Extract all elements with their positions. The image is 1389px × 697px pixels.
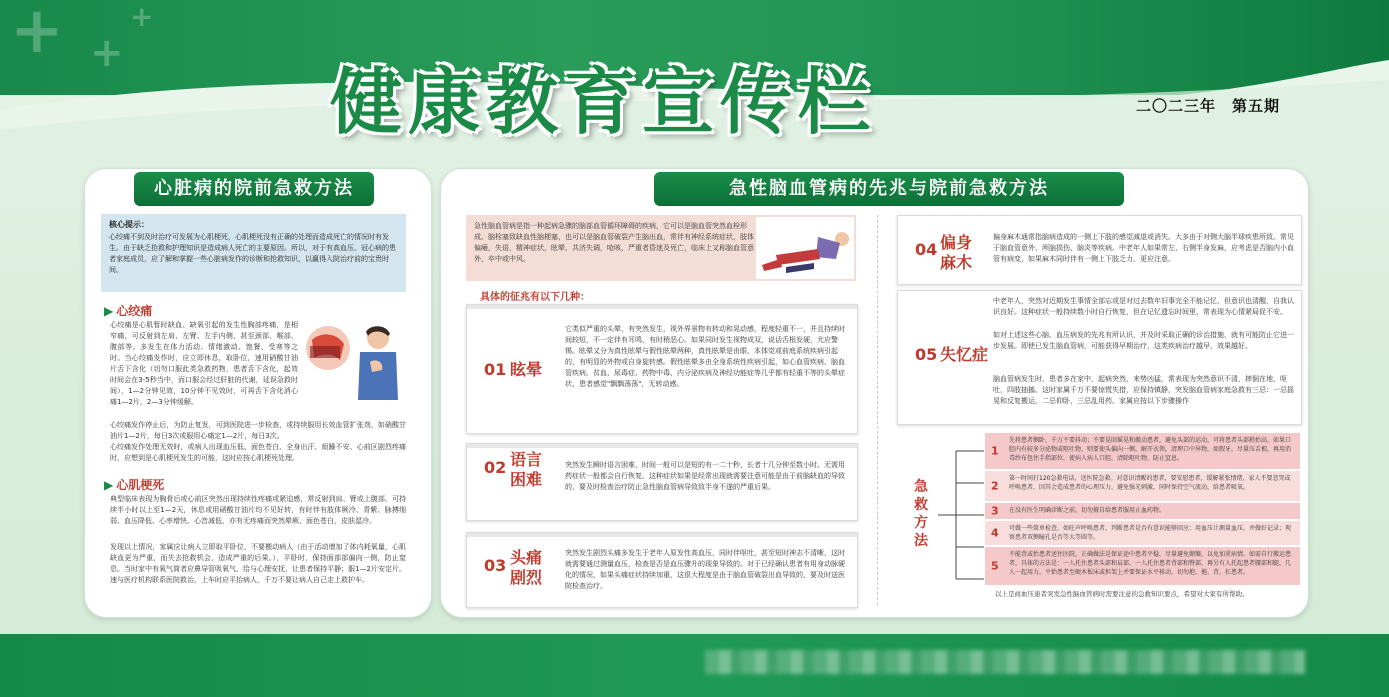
page-title: 健康教育宣传栏 [330, 60, 877, 144]
first-aid-step [985, 547, 1300, 585]
symptom-number: 04 [915, 240, 938, 259]
symptom-number: 02 [484, 458, 507, 477]
symptom-name: 眩晕 [510, 360, 543, 379]
mi-heading-wrap [104, 476, 164, 493]
symptom-number: 05 [915, 345, 938, 364]
symptom-name: 失忆症 [940, 345, 989, 364]
symptom-text: 它类似严重的头晕，有突然发生，视外界景物有转动和晃动感，程度轻重不一，并且持续时间较短，不一定伴有耳鸣，有时稍恶心。如果同时发生视物成双，说话舌根发硬，尤应警惕。眩晕又分为真性眩晕与假性眩晕两种，真性眩晕是由眼、本体觉或前庭系统疾病引起的，有明显的外物或自身旋转感。假性眩晕多由全身系统性疾病引起，如心血管疾病、脑血管疾病、贫血、尿毒症、药物中毒、内分泌疾病及神经功能症等几乎都有轻重不等的头晕症状，患者感觉"飘飘荡荡"，无转动感。 [565, 325, 845, 388]
angina-text-2: 心绞痛发作停止后，为防止复发，可到医院进一步检查，或持续服用长效血管扩张剂，如硝酸甘油片1—2片，每日3次或服用心痛定1—2片，每日3次。 [110, 421, 406, 440]
symptom-name: 头痛剧烈 [510, 548, 543, 587]
arrow-icon: ▶ [104, 304, 114, 318]
panel-divider [877, 215, 878, 605]
angina-text-1: 心绞痛是心肌暂时缺血、缺氧引起的发生性胸部疼痛，是相窄痛，可反射到左肩、左臂、左手内侧，甚至颈部、喉部、腹部等。多发生在体力活动、情绪激动、饱餐、受寒等之时。当心绞痛发作时，应立即休息，取卧位，速用硝酸甘油片舌下含化（切勿口服此类急救药物，患者舌下含化，起效时间会在3-5秒当中，而口服会经过肝脏的代谢，延误急救时间），1—2分钟见效，10分钟不见效时，可再舌下含化消心痛1—2片，2—3分钟缓解。 [110, 321, 298, 406]
footer-note: 以上是商血压患者突发急性脑血管病时需要注意的急救知识要点，希望对大家有所帮助。 [995, 590, 1249, 598]
first-aid-step [985, 433, 1300, 469]
mi-text-1: 典型临床表现为胸骨后或心前区突然出现持续性疼痛或紧迫感，常反射到肩、臂或上腹部，可持续半小时以上至1—2天，休息或用硝酸甘油片均不见好转，有时伴有肢体厥冷、青紫、脉搏细弱、血压降低、心率增快、心音减低，亦有无疼痛而突然晕厥、面色苍白，皮肤湿冷。 [110, 495, 406, 525]
symptom-name: 语言困难 [510, 450, 543, 489]
tip-text: 心绞痛不到及时治疗可发展为心肌梗死，心肌梗死没有正确的处理而造成死亡的情况时有发生。由于缺乏抢救和护理知识是造成病人死亡的主要原因。所以，对于有高血压、冠心病的患者家庭成员，应了解和掌握一些心脏病发作的诊断和抢救知识，以赢得入院治疗前的宝贵时间。 [109, 233, 396, 274]
step-text: 第一时间打120急救电话，送医院急救。对意识清醒的患者，要安慰患者，缓解紧张情绪，家人不要悲哭或呼唤患者，因其会造成患者的心理压力。避免强光刺激，同时保持空气流动，给患者吸氧。 [1009, 475, 1291, 491]
step-text: 在没有医生明确诊断之前，切勿擅自给患者服用止血药物。 [1009, 507, 1166, 514]
symptom-number: 03 [484, 556, 507, 575]
card-stripe [467, 444, 857, 448]
step-text: 可做一些简单检查，如旺声呼唤患者，判断患者是否有意识能够回应；用血压计测量血压，并做好记录；观察患者双侧瞳孔是否等大等圆等。 [1009, 525, 1292, 541]
amnesia-text-2: 如对上述这些心脑、血压病发的先兆有所认识，并及时采取正确的诊治措施，就有可能防止它进一步发展。即使已发生脑血管病，可能获得早期治疗，这类疾病治疗越早，效果越好。 [993, 331, 1294, 350]
first-aid-step [985, 471, 1300, 501]
angina-text-3: 心绞痛发作处理无效时，或病人出现血压低、面色苍白、全身出汗、烦躁不安、心前区剧烈疼痛时，应想到是心肌梗死发生的可能，这时应按心肌梗死处理。 [110, 443, 406, 462]
core-tip-box [101, 214, 406, 292]
stroke-panel-title: 急性脑血管病的先兆与院前急救方法 [654, 172, 1124, 206]
step-number: 2 [991, 479, 999, 493]
card-stripe [467, 305, 857, 309]
step-number: 5 [991, 559, 999, 573]
heart-panel-title: 心脏病的院前急救方法 [134, 172, 374, 206]
cross-icon: + [90, 30, 124, 76]
symptom-name: 偏身麻木 [940, 233, 973, 272]
symptom-text: 突然发生剧烈头痛多发生于老年人原发性高血压，同时伴呕吐，甚至短时神志不清晰，这时就需要通过测量血压，检查是否是血压骤升的现象导致的。对于已经确认患者有用身动脉硬化的情况，如果头痛症状持续加重，这很大程度是由于脑血管破裂出血导致的，要及时送医院检查治疗。 [565, 549, 845, 590]
first-aid-step [985, 503, 1300, 519]
angina-heading-wrap [104, 302, 152, 319]
steps-bracket [938, 445, 986, 585]
step-number: 1 [991, 444, 999, 458]
chest-pain-illustration-icon [300, 318, 400, 400]
step-number: 3 [991, 504, 999, 518]
fallen-patient-illustration-icon [756, 217, 854, 279]
symptom-text: 偏身麻木通常指脑病造成的一侧上下肢的感觉减退或消失。大多由于对侧大脑半球疾患所致。常见于脑血管意外、颅脑损伤、脑炎等疾病。中老年人如果常左、右侧半身发麻，应考虑是否脑内小血管有病变，如果麻木同时伴有一侧上下肢乏力，更应注意。 [993, 233, 1294, 263]
symptom-text: 突然发生瞬时语言困难，时间一般可以是短的有一二十秒，长者十几分钟至数小时。无需用药症状一般都会自行恢复。这种症状如果是经常出现就需要注意可能是由于前脑缺血的导致的，要及时检查治疗防止急性脑血管病导致致半身不遂的严重后果。 [565, 461, 845, 491]
amnesia-text-3: 脑血管病发生时，患者多在家中，起病突然，来势凶猛，常表现为突然意识不清，摔倒在地，呕吐，四肢抽搐。这时家属千万不要惊慌失措，应保持镇静，突发脑血管病家庭急救有三忌：一忌摇晃和反复搬运，二忌仰卧，三忌乱用药。家属应按以下步骤操作 [993, 375, 1294, 405]
stroke-intro-text: 急性脑血管病是指一种起病急骤的脑部血管循环障碍的疾病，它可以是脑血管突然血栓形成、脑栓塞致缺血性脑梗塞，也可以是脑血管破裂产生脑出血，常伴有神经系统症状，肢体偏瘫，失语，精神症状，眩晕，共济失调，呛咳，严重者昏迷及死亡，临床上又称脑血管意外，卒中或中风。 [474, 222, 754, 263]
step-text: 不能背或抬患者送往医院，正确做法是保证途中患者平稳，尽量避免颠簸，以免加重病情。如需自行搬运患者，具体的方法是：一人托住患者头部和肩部，一人托住患者背部和臀部，再另有人托起患者腰部和腿，几人一起用力，平抬患者至硬木板床或担架上并要保证水平移动，切勿抱、拖、背、扛患者。 [1009, 551, 1292, 576]
cross-icon: + [10, 0, 64, 68]
card-stripe [467, 533, 857, 537]
first-aid-step [985, 521, 1300, 545]
blurred-footer-text [705, 650, 1305, 674]
step-number: 4 [991, 526, 999, 540]
mi-heading: 心肌梗死 [116, 478, 165, 492]
step-text: 先将患者侧卧，千万不要抖动；不要晃回摇晃和搬动患者，避免头部的运动，可将患者头部稍抬高，如果口腔内有较多分泌物或呕吐物，则要使头偏向一侧，解开衣领，清理口中异物，如假牙，尽量压舌根，再用消毒纱布包住手指部位，使病人病人口腔，清除呕吐物，防止窒息。 [1009, 437, 1292, 462]
issue-label: 二〇二三年 第五期 [1136, 97, 1281, 115]
cross-icon: + [130, 0, 154, 33]
symptoms-label: 具体的征兆有以下几种： [480, 292, 590, 303]
angina-heading: 心绞痛 [116, 304, 153, 318]
symptom-number: 01 [484, 360, 507, 379]
amnesia-text-1: 中老年人，突然对近期发生事情全部忘或是对过去数年旧事完全不能记忆，但意识也清醒，自我认识良好。这种症状一般持续数小时自行恢复，但在记忆遗忘时间里，常表现为心情紧局促不安。 [993, 297, 1294, 316]
arrow-icon: ▶ [104, 478, 114, 492]
tip-heading: 核心提示： [109, 220, 149, 229]
first-aid-steps-title: 急救方法 [914, 479, 928, 549]
mi-text-2: 发现以上情况，家属应让病人立即取平卧位，不要搬动病人（由于活动增加了体内耗氧量，心肌缺血更为严重，而失去抢救机会，造成严重的后果。），平卧时，保持面部部偏向一侧，防止窒息。当时家中有氧气筒者应鼻导管吸氧气，给与心理安抚，让患者保持平静；服1—2片安定片。速与医疗机构联系医院救治，上车时应平抬病人，千万不要让病人自己走上救护车。 [110, 543, 406, 584]
